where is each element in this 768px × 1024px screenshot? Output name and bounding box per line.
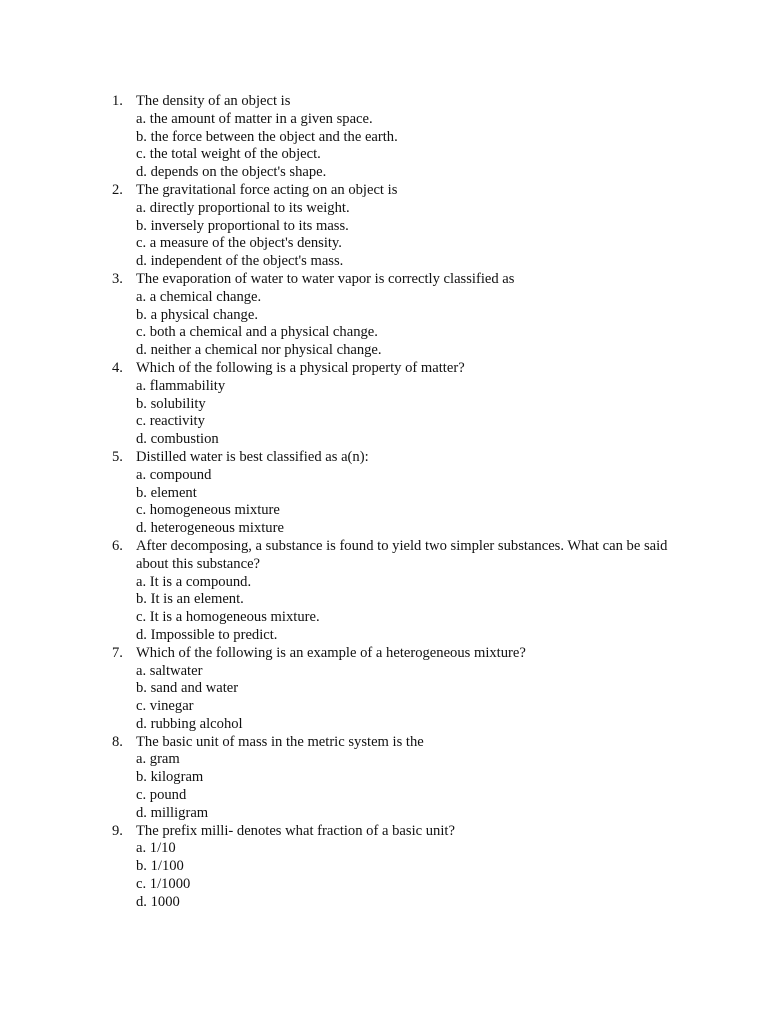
answer-option-c: c. the total weight of the object.: [136, 146, 321, 163]
answer-option-a: a. saltwater: [136, 662, 203, 679]
answer-option-b: b. 1/100: [136, 858, 184, 875]
answer-option-d: d. milligram: [136, 804, 209, 821]
question-number: 4.: [112, 359, 123, 376]
answer-option-d: d. 1000: [136, 893, 180, 910]
answer-option-b: b. the force between the object and the earth.: [136, 128, 398, 145]
answer-option-a: a. gram: [136, 751, 180, 768]
question-9: [112, 823, 672, 912]
question-text: The evaporation of water to water vapor is correctly classified as: [136, 270, 515, 287]
question-text: The gravitational force acting on an object is: [136, 181, 398, 198]
answer-option-b: b. kilogram: [136, 769, 204, 786]
answer-option-b: b. sand and water: [136, 680, 239, 697]
question-3: [112, 271, 672, 360]
answer-option-c: c. pound: [136, 787, 187, 804]
answer-option-a: a. a chemical change.: [136, 288, 262, 305]
answer-option-a: a. compound: [136, 466, 212, 483]
question-text: The basic unit of mass in the metric system is the: [136, 733, 424, 750]
question-text: Which of the following is a physical property of matter?: [136, 359, 465, 376]
question-7: [112, 645, 672, 734]
question-5: [112, 449, 672, 538]
answer-option-a: a. 1/10: [136, 840, 176, 857]
answer-option-d: d. independent of the object's mass.: [136, 253, 344, 270]
answer-option-d: d. neither a chemical nor physical change.: [136, 342, 382, 359]
question-6: [112, 538, 672, 645]
question-number: 1.: [112, 93, 123, 109]
answer-option-d: d. rubbing alcohol: [136, 715, 243, 732]
answer-option-b: b. inversely proportional to its mass.: [136, 217, 349, 234]
answer-option-b: b. solubility: [136, 395, 206, 412]
question-text: After decomposing, a substance is found to yield two simpler substances. What can be said about this substance?: [136, 537, 668, 572]
question-number: 7.: [112, 644, 123, 661]
question-8: [112, 734, 672, 823]
answer-option-d: d. depends on the object's shape.: [136, 164, 327, 181]
answer-option-a: a. It is a compound.: [136, 573, 252, 590]
question-text: Distilled water is best classified as a(n):: [136, 448, 369, 465]
answer-option-a: a. flammability: [136, 377, 226, 394]
answer-option-c: c. homogeneous mixture: [136, 502, 280, 519]
answer-option-c: c. It is a homogeneous mixture.: [136, 609, 320, 626]
answer-option-b: b. element: [136, 484, 197, 501]
answer-option-b: b. It is an element.: [136, 591, 244, 608]
answer-option-d: d. heterogeneous mixture: [136, 520, 284, 537]
answer-option-d: d. Impossible to predict.: [136, 626, 278, 643]
question-2: [112, 182, 672, 271]
answer-option-c: c. 1/1000: [136, 876, 191, 893]
answer-option-c: c. a measure of the object's density.: [136, 235, 342, 252]
question-text: The density of an object is: [136, 93, 291, 109]
question-text: Which of the following is an example of a heterogeneous mixture?: [136, 644, 526, 661]
question-1: [112, 93, 672, 182]
answer-option-d: d. combustion: [136, 431, 219, 448]
question-text: The prefix milli- denotes what fraction of a basic unit?: [136, 822, 455, 839]
answer-option-a: a. directly proportional to its weight.: [136, 199, 350, 216]
question-number: 5.: [112, 448, 123, 465]
answer-option-b: b. a physical change.: [136, 306, 258, 323]
answer-option-a: a. the amount of matter in a given space.: [136, 110, 373, 127]
answer-option-c: c. vinegar: [136, 698, 194, 715]
question-number: 3.: [112, 270, 123, 287]
answer-option-c: c. both a chemical and a physical change.: [136, 324, 378, 341]
question-number: 6.: [112, 537, 123, 554]
question-list: [112, 93, 672, 912]
question-number: 8.: [112, 733, 123, 750]
answer-option-c: c. reactivity: [136, 413, 205, 430]
question-number: 9.: [112, 822, 123, 839]
question-4: [112, 360, 672, 449]
question-number: 2.: [112, 181, 123, 198]
